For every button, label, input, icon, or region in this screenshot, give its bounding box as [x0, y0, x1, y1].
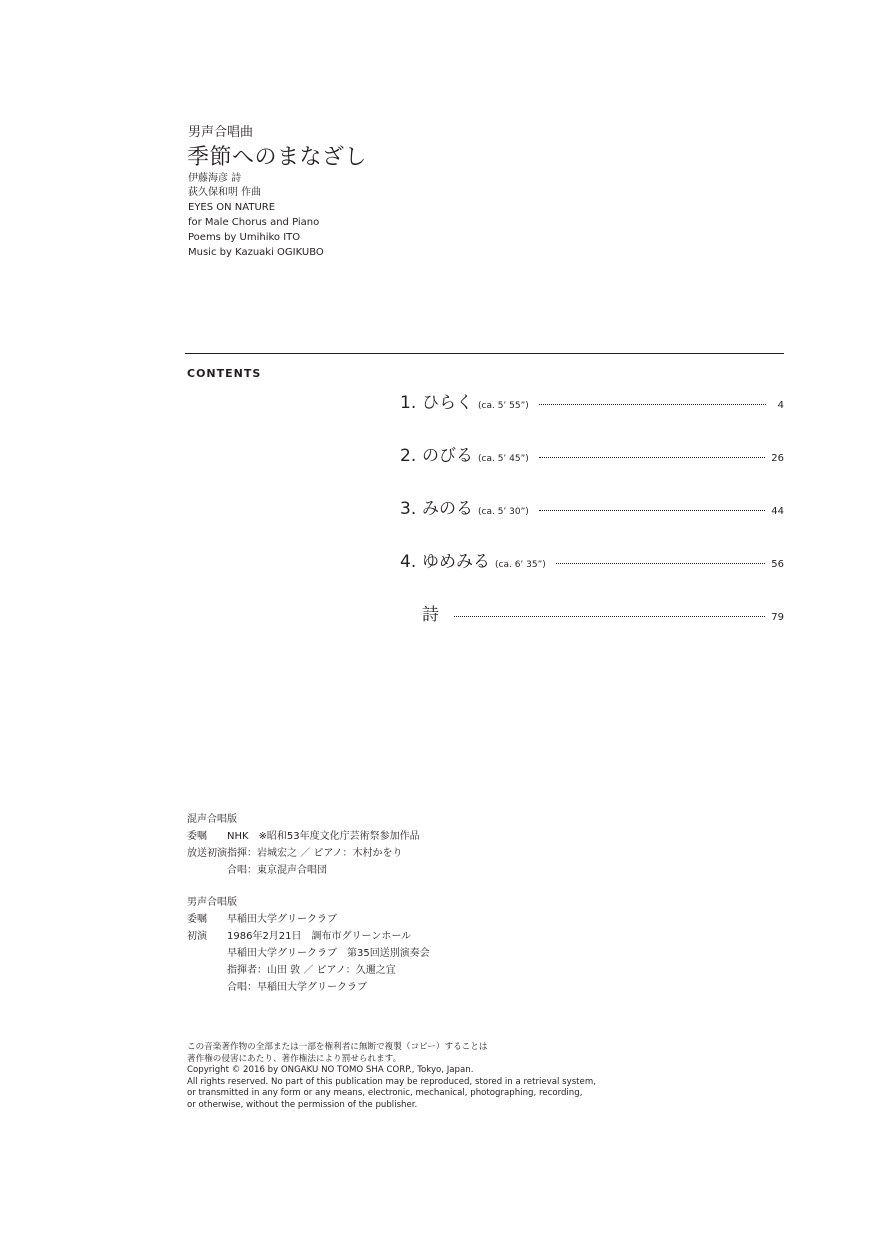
toc-leader [539, 510, 765, 511]
info-key: 委嘱 [187, 831, 207, 842]
male-version-heading: 男声合唱版 [187, 897, 237, 908]
toc-title: 詩 [422, 605, 439, 625]
toc-title: みのる [422, 499, 473, 519]
toc-page: 56 [771, 559, 784, 570]
info-key [187, 945, 227, 962]
poet-en: Poems by Umihiko ITO [188, 232, 301, 243]
info-row [187, 979, 430, 996]
copyright-line: 著作権の侵害にあたり、著作権法により罰せられます。 [187, 1053, 402, 1064]
subtitle-ja: 男声合唱曲 [188, 125, 254, 140]
info-value: 指揮者：山田 敦 ／ ピアノ：久邇之宜 [227, 965, 396, 976]
info-key: 委嘱 [187, 914, 207, 925]
info-row [187, 911, 430, 928]
toc-leader [556, 563, 765, 564]
toc-number: 3. [400, 499, 417, 519]
title-en: EYES ON NATURE [188, 202, 276, 213]
composer-en: Music by Kazuaki OGIKUBO [188, 247, 324, 258]
toc-number: 2. [400, 446, 417, 466]
info-key: 放送初演 [187, 848, 227, 859]
poet-credit-ja: 伊藤海彦 詩 [188, 173, 242, 184]
info-row [187, 862, 420, 879]
info-key [187, 979, 227, 996]
toc-item-3[interactable] [400, 494, 784, 520]
info-value: 1986年2月21日 調布市グリーンホール [227, 931, 412, 942]
toc-item-1[interactable] [400, 388, 784, 414]
info-row [187, 828, 420, 845]
toc-leader [454, 616, 765, 617]
info-value: NHK ※昭和53年度文化庁芸術祭参加作品 [227, 831, 420, 842]
info-key [187, 862, 227, 879]
info-row [187, 845, 420, 862]
divider [185, 353, 784, 354]
mixed-version-heading: 混声合唱版 [187, 814, 237, 825]
toc-page: 4 [777, 400, 784, 411]
toc-page: 79 [771, 612, 784, 623]
copyright-line: Copyright © 2016 by ONGAKU NO TOMO SHA CORP., Tokyo, Japan. [187, 1065, 474, 1075]
toc-page: 26 [771, 453, 784, 464]
info-value: 早稲田大学グリークラブ 第35回送別演奏会 [227, 948, 430, 959]
page-title: 季節へのまなざし [187, 145, 368, 170]
composer-credit-ja: 荻久保和明 作曲 [188, 187, 262, 198]
copyright-line: この音楽著作物の全部または一部を権利者に無断で複製（コピー）することは [187, 1042, 488, 1052]
toc-duration: (ca. 5’ 30”) [478, 507, 529, 517]
toc-duration: (ca. 5’ 55”) [478, 401, 529, 411]
toc-leader [539, 457, 765, 458]
toc-duration: (ca. 6’ 35”) [495, 560, 546, 570]
copyright-notice [187, 1042, 596, 1111]
contents-heading: CONTENTS [187, 367, 262, 380]
copyright-line: All rights reserved. No part of this publication may be reproduced, stored in a retrieval system, [187, 1076, 596, 1087]
toc-number: 4. [400, 552, 417, 572]
info-key [187, 962, 227, 979]
scoring-en: for Male Chorus and Piano [188, 217, 320, 228]
info-value: 合唱：早稲田大学グリークラブ [227, 982, 367, 993]
mixed-version-info [187, 811, 420, 879]
toc-title: のびる [422, 446, 473, 466]
info-key: 初演 [187, 931, 207, 942]
toc-leader [539, 404, 766, 405]
toc-item-2[interactable] [400, 441, 784, 467]
copyright-line: or otherwise, without the permission of the publisher. [187, 1099, 418, 1110]
info-row [187, 928, 430, 945]
info-value: 指揮：岩城宏之 ／ ピアノ：木村かをり [227, 848, 403, 859]
info-value: 合唱：東京混声合唱団 [227, 865, 327, 876]
toc-number: 1. [400, 393, 417, 413]
info-row [187, 945, 430, 962]
info-row [187, 962, 430, 979]
toc-item-4[interactable] [400, 547, 784, 573]
toc-page: 44 [771, 506, 784, 517]
copyright-line: or transmitted in any form or any means, electronic, mechanical, photographing, recording, [187, 1088, 583, 1098]
male-version-info [187, 894, 430, 996]
toc-title: ゆめみる [422, 552, 490, 572]
toc-item-poems[interactable] [400, 600, 784, 626]
toc-title: ひらく [422, 393, 473, 413]
info-value: 早稲田大学グリークラブ [227, 914, 337, 925]
toc-duration: (ca. 5’ 45”) [478, 454, 529, 464]
